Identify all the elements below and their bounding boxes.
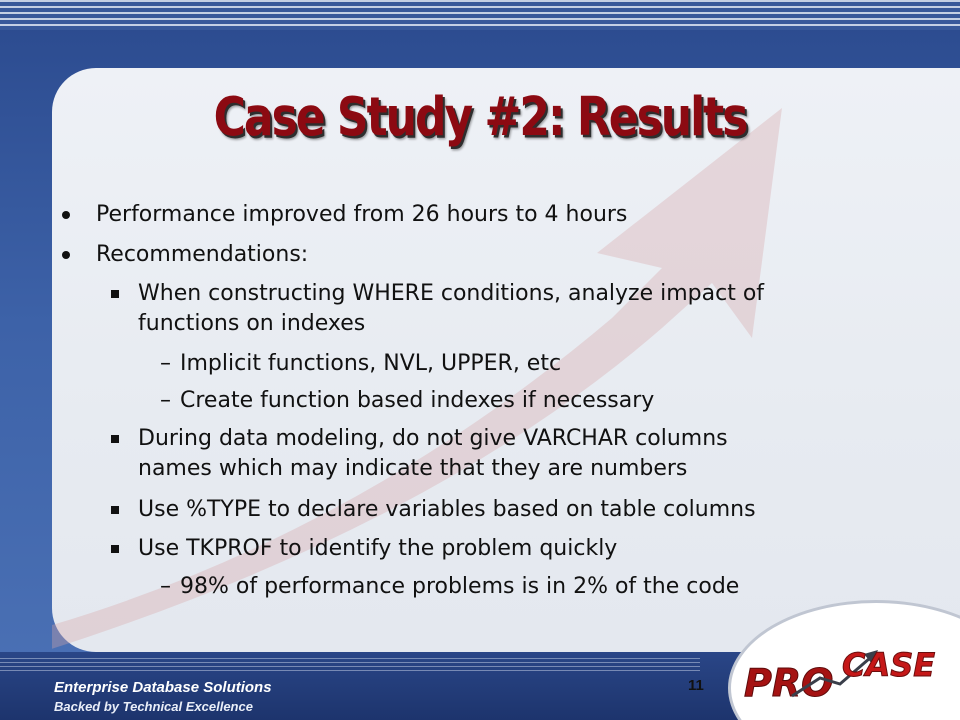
slide-title-text: Case Study #2: Results <box>213 86 747 149</box>
square-bullet-icon <box>111 290 119 298</box>
dash-marker: – <box>160 351 171 376</box>
sub-bullet-text: Use %TYPE to declare variables based on table columns <box>138 497 756 522</box>
bullet-text: Performance improved from 26 hours to 4 hours <box>96 202 628 227</box>
footer-stripes <box>0 658 700 672</box>
sub-bullet-text: Use TKPROF to identify the problem quickly <box>138 536 618 561</box>
sub-bullet-text: During data modeling, do not give VARCHAR columns <box>138 426 728 451</box>
logo-pro-text: PRO <box>744 661 834 704</box>
footer-company-name: Enterprise Database Solutions <box>54 679 272 696</box>
dash-marker: – <box>160 388 171 413</box>
procase-logo <box>742 638 960 704</box>
dash-item-text: 98% of performance problems is in 2% of the code <box>180 574 740 599</box>
dash-marker: – <box>160 574 171 599</box>
top-stripes <box>0 0 960 30</box>
dash-item-text: Implicit functions, NVL, UPPER, etc <box>180 351 562 376</box>
sub-bullet-text-continued: functions on indexes <box>138 311 366 336</box>
square-bullet-icon <box>111 435 119 443</box>
bullet-dot-icon <box>62 211 70 219</box>
footer-tagline: Backed by Technical Excellence <box>54 699 253 714</box>
logo-case-text: CASE <box>842 646 936 684</box>
bullet-text: Recommendations: <box>96 242 309 267</box>
square-bullet-icon <box>111 506 119 514</box>
sub-bullet-text-continued: names which may indicate that they are numbers <box>138 456 688 481</box>
slide-title <box>0 86 960 149</box>
page-number: 11 <box>688 677 704 694</box>
square-bullet-icon <box>111 545 119 553</box>
bullet-dot-icon <box>62 251 70 259</box>
sub-bullet-text: When constructing WHERE conditions, analyze impact of <box>138 281 765 306</box>
dash-item-text: Create function based indexes if necessary <box>180 388 655 413</box>
